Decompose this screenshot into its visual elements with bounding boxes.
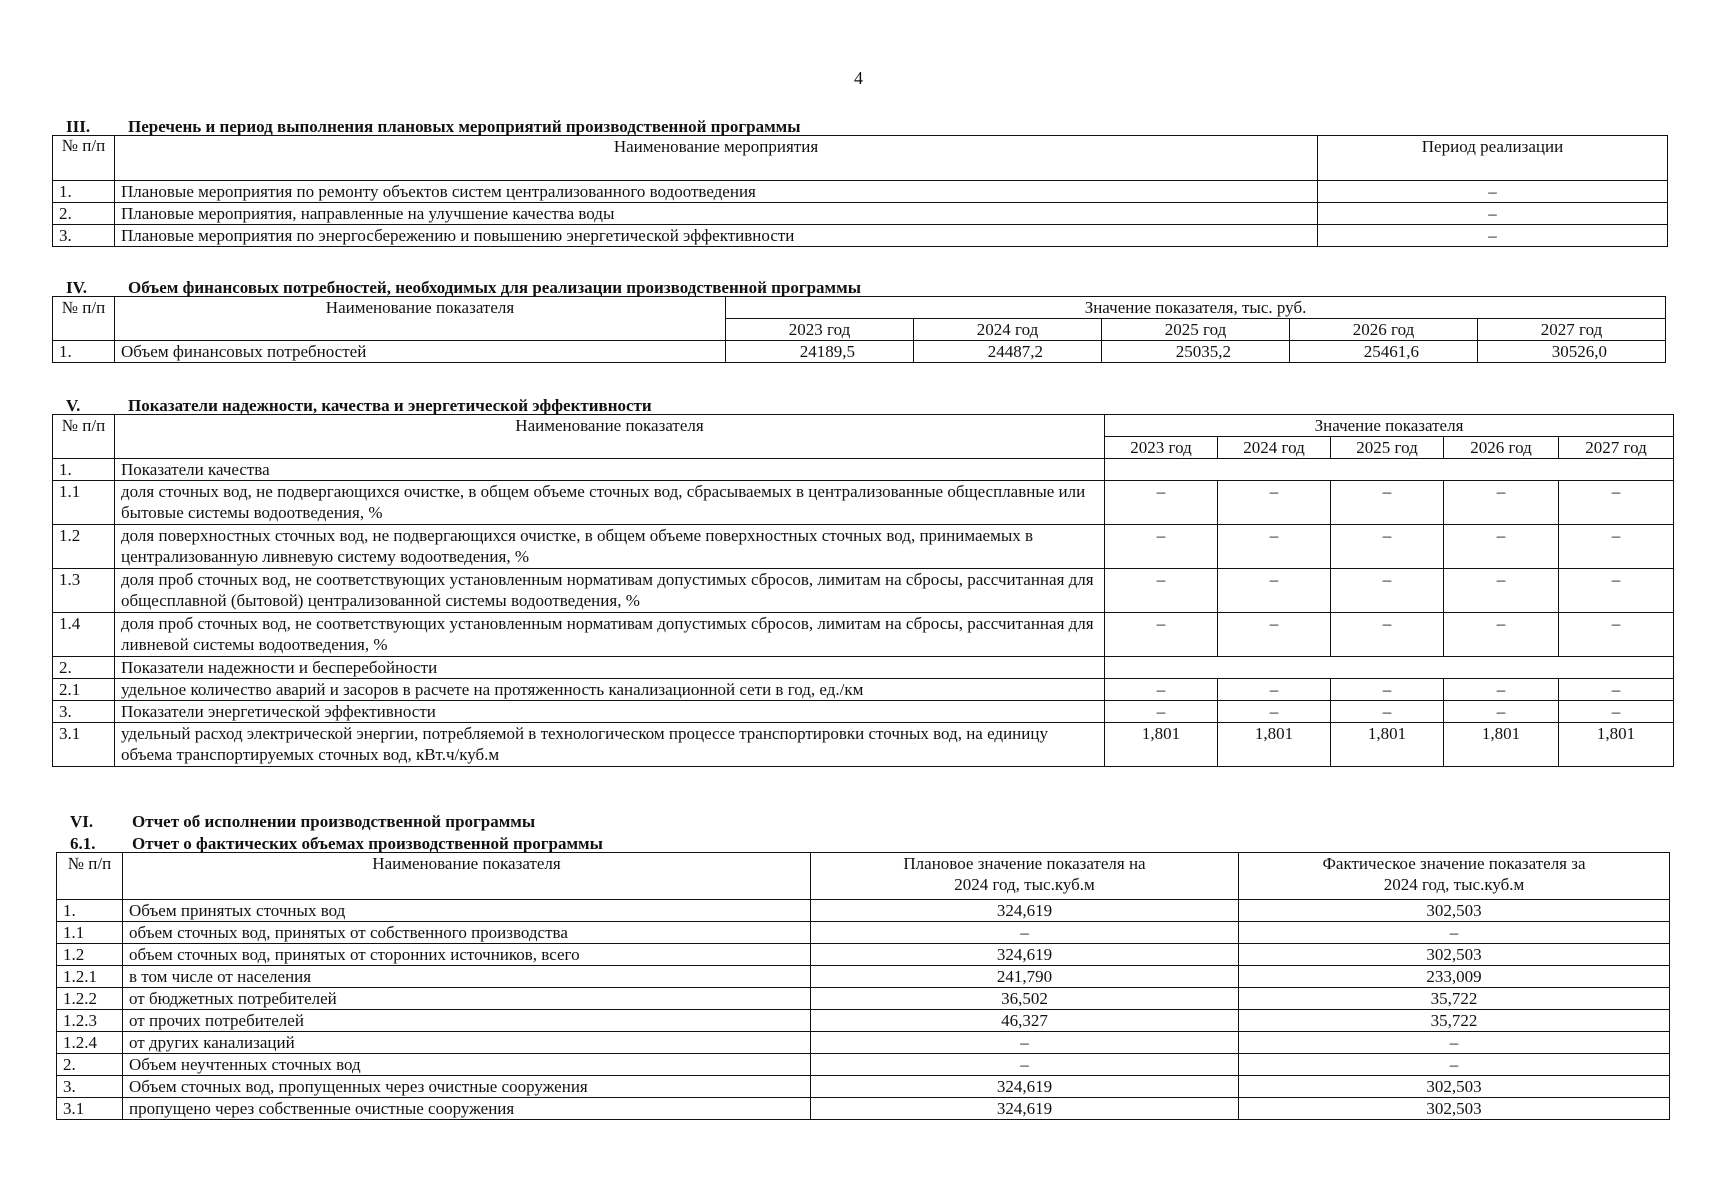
header-name: Наименование показателя: [115, 297, 726, 341]
table-row: 1.1 доля сточных вод, не подвергающихся очистке, в общем объеме сточных вод, сбрасываемых в централизованные общесплавные или бытовые системы водоотведения, % – – – – –: [53, 481, 1674, 525]
section-5: [52, 396, 1674, 767]
section-3: [52, 117, 1668, 247]
table-header-row: [53, 297, 1666, 319]
table-row: 3. Показатели энергетической эффективности – – – – –: [53, 701, 1674, 723]
table-indicators: [52, 414, 1674, 767]
section-6: [56, 812, 1670, 1120]
header-period: Период реализации: [1318, 136, 1668, 181]
header-value: Значение показателя, тыс. руб.: [726, 297, 1666, 319]
table-row: 3. Плановые мероприятия по энергосбережению и повышению энергетической эффективности –: [53, 225, 1668, 247]
table-header-row: [53, 136, 1668, 181]
table-row-group: 1. Показатели качества: [53, 459, 1674, 481]
table-row: 2.1 удельное количество аварий и засоров в расчете на протяженность канализационной сети в год, ед./км – – – – –: [53, 679, 1674, 701]
section-4: [52, 278, 1666, 363]
header-num: № п/п: [53, 415, 115, 459]
header-name: Наименование показателя: [123, 853, 811, 900]
table-row: 1. Объем принятых сточных вод 324,619 302,503: [57, 900, 1670, 922]
header-name: Наименование показателя: [115, 415, 1105, 459]
header-num: № п/п: [53, 136, 115, 181]
header-name: Наименование мероприятия: [115, 136, 1318, 181]
header-plan: Плановое значение показателя на 2024 год, тыс.куб.м: [811, 853, 1239, 900]
table-header-row: [57, 853, 1670, 900]
section-6-1-title: 6.1. Отчет о фактических объемах производственной программы: [56, 834, 1670, 854]
table-row: 1.2 объем сточных вод, принятых от сторонних источников, всего 324,619 302,503: [57, 944, 1670, 966]
header-num: № п/п: [53, 297, 115, 341]
table-row: 1.2.3 от прочих потребителей 46,327 35,722: [57, 1010, 1670, 1032]
page-number: 4: [854, 68, 863, 88]
header-num: № п/п: [57, 853, 123, 900]
table-row: 2. Плановые мероприятия, направленные на улучшение качества воды –: [53, 203, 1668, 225]
table-row: 3.1 пропущено через собственные очистные сооружения 324,619 302,503: [57, 1098, 1670, 1120]
section-4-number: IV.: [66, 278, 87, 297]
section-5-title: V. Показатели надежности, качества и энергетической эффективности: [52, 396, 1674, 416]
section-6-1-number: 6.1.: [70, 834, 96, 853]
table-row: 1.4 доля проб сточных вод, не соответствующих установленным нормативам допустимых сбросов, лимитам на сбросы, рассчитанная для ливневой системы водоотведения, % – – – – –: [53, 613, 1674, 657]
table-row: 1.2.4 от других канализаций – –: [57, 1032, 1670, 1054]
table-row: 1.2.1 в том числе от населения 241,790 233,009: [57, 966, 1670, 988]
table-row: 1.2.2 от бюджетных потребителей 36,502 35,722: [57, 988, 1670, 1010]
section-5-number: V.: [66, 396, 81, 415]
header-value: Значение показателя: [1105, 415, 1674, 437]
table-finance: [52, 296, 1666, 363]
section-6-number: VI.: [70, 812, 94, 831]
table-row: 1. Плановые мероприятия по ремонту объектов систем централизованного водоотведения –: [53, 181, 1668, 203]
table-activities: [52, 135, 1668, 247]
table-row-group: 2. Показатели надежности и бесперебойности: [53, 657, 1674, 679]
table-header-row: [53, 415, 1674, 437]
header-fact: Фактическое значение показателя за 2024 год, тыс.куб.м: [1239, 853, 1670, 900]
section-3-title: III. Перечень и период выполнения плановых мероприятий производственной программы: [52, 117, 1668, 137]
table-row: 1.1 объем сточных вод, принятых от собственного производства – –: [57, 922, 1670, 944]
section-6-title: VI. Отчет об исполнении производственной программы: [56, 812, 1670, 832]
table-header-years: 2023 год 2024 год 2025 год 2026 год 2027 год: [53, 319, 1666, 341]
section-4-title: IV. Объем финансовых потребностей, необходимых для реализации производственной программы: [52, 278, 1666, 298]
table-header-years: 2023 год 2024 год 2025 год 2026 год 2027 год: [53, 437, 1674, 459]
table-row: 3.1 удельный расход электрической энергии, потребляемой в технологическом процессе транспортировки сточных вод, на единицу объема транспортируемых сточных вод, кВт.ч/куб.м 1,801 1,801 1,801 1,801 1,801: [53, 723, 1674, 767]
table-row: 1.3 доля проб сточных вод, не соответствующих установленным нормативам допустимых сбросов, лимитам на сбросы, рассчитанная для общесплавной (бытовой) централизованной системы водоотведения, % – – – – –: [53, 569, 1674, 613]
table-row: 1.2 доля поверхностных сточных вод, не подвергающихся очистке, в общем объеме поверхностных сточных вод, принимаемых в централизованную ливневую систему водоотведения, % – – – – –: [53, 525, 1674, 569]
section-3-number: III.: [66, 117, 91, 136]
table-report: [56, 852, 1670, 1120]
table-row: 2. Объем неучтенных сточных вод – –: [57, 1054, 1670, 1076]
table-row: 1. Объем финансовых потребностей 24189,5 24487,2 25035,2 25461,6 30526,0: [53, 341, 1666, 363]
table-row: 3. Объем сточных вод, пропущенных через очистные сооружения 324,619 302,503: [57, 1076, 1670, 1098]
